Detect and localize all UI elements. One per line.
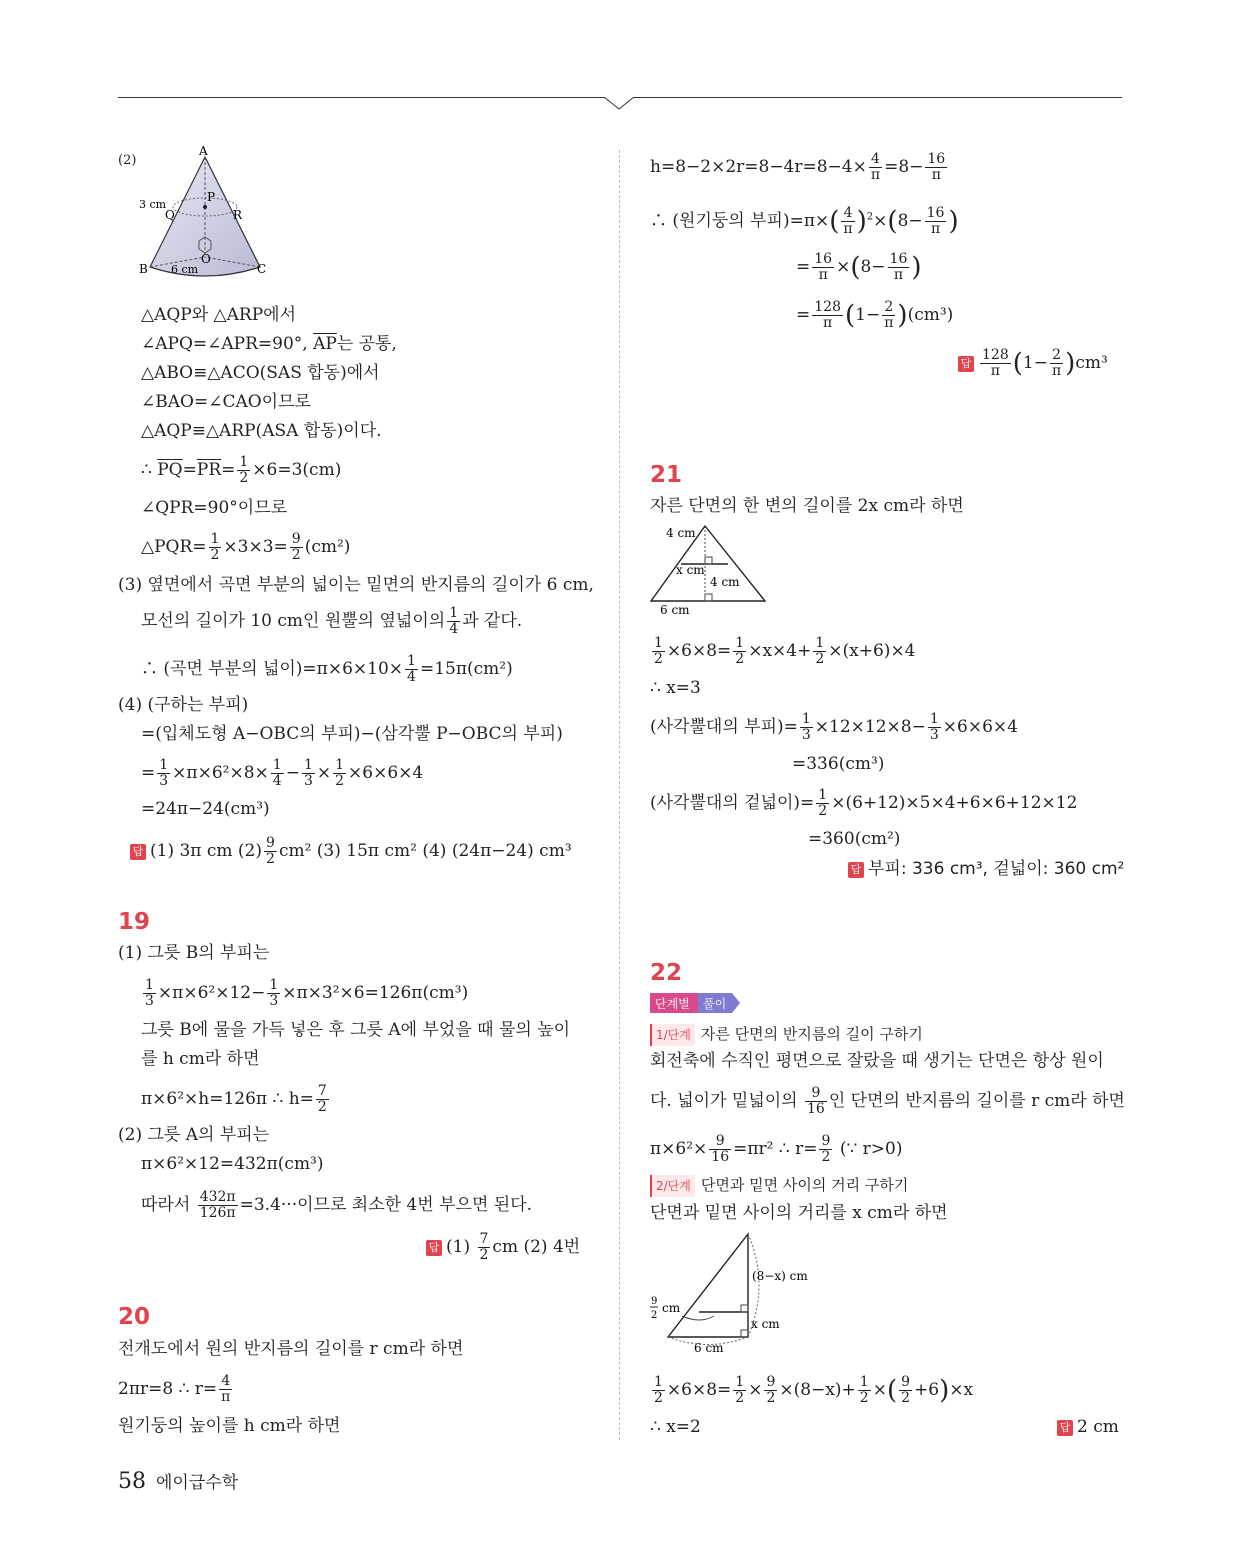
problem-20-number: 20 — [118, 1304, 151, 1330]
fig22-nine-label: 9 — [651, 1296, 658, 1307]
fig21-label-d: 6 cm — [660, 603, 690, 617]
line-5: △AQP≡△ARP(ASA 합동)이다. — [141, 421, 382, 441]
fig22-label-b: cm — [662, 1301, 681, 1315]
problem-19-number: 19 — [118, 909, 151, 935]
r20-line-4: = $\frac{128}{\pi}$ (1− $\frac{2}{\pi}$ )(cm³) — [796, 299, 954, 331]
badge-label-1: 단계별 — [655, 997, 690, 1011]
q20-line-1: 전개도에서 원의 반지름의 길이를 r cm라 하면 — [118, 1339, 464, 1359]
q22-line-5: $\frac{1}{2}$ ×6×8= $\frac{1}{2}$ × $\frac{9}{2}$ ×(8−x)+ $\frac{1}{2}$ ×( $\frac{9}{2}$ +6)×x — [654, 1374, 974, 1406]
q22-line-1: 회전축에 수직인 평면으로 잘랐을 때 생기는 단면은 항상 원이 — [650, 1051, 1104, 1071]
q19-line-4: 를 h cm라 하면 — [141, 1049, 260, 1069]
answer-20: 답 $\frac{128}{\pi}$ (1− $\frac{2}{\pi}$ )cm³ — [958, 348, 1108, 379]
frustum-section-figure — [648, 522, 778, 618]
q19-line-7: π×6²×12=432π(cm³) — [141, 1154, 324, 1174]
answer-19: 답 (1) $\frac{7}{2}$ cm (2) 4번 — [426, 1232, 580, 1263]
q20-line-3: 원기둥의 높이를 h cm라 하면 — [118, 1416, 341, 1436]
part-4-line-3: = $\frac{1}{3}$ ×π×6²×8× $\frac{1}{4}$ − $\frac{1}{3}$ × $\frac{1}{2}$ ×6×6×4 — [141, 757, 424, 789]
part-4-line-2: =(입체도형 A−OBC의 부피)−(삼각뿔 P−OBC의 부피) — [141, 724, 563, 744]
q21-line-7: =360(cm²) — [808, 829, 901, 849]
q19-line-8: 따라서 $\frac{432\pi}{126\pi}$ =3.4···이므로 최소한 4번 부으면 된다. — [141, 1189, 533, 1221]
q19-line-1: (1) 그릇 B의 부피는 — [118, 943, 270, 963]
cone-label-Q: Q — [165, 208, 175, 222]
cone-cross-section-figure — [648, 1230, 838, 1360]
fig22-label-a: (8−x) cm — [752, 1269, 808, 1283]
cone-label-R: R — [233, 208, 243, 222]
answer-21: 답 부피: 336 cm³, 겉넓이: 360 cm² — [848, 858, 1124, 880]
part-4-line-1: (4) (구하는 부피) — [118, 695, 249, 715]
answer-mark: 답 — [130, 844, 146, 860]
page-footer — [118, 1468, 238, 1494]
q19-line-2: $\frac{1}{3}$ ×π×6²×12− $\frac{1}{3}$ ×π×3²×6=126π(cm³) — [145, 977, 469, 1009]
fig21-label-a: 4 cm — [666, 526, 696, 540]
badge-label-2: 풀이 — [703, 997, 727, 1011]
r20-line-1: h=8−2×2r=8−4r=8−4× $\frac{4}{\pi}$ =8− $\frac{16}{\pi}$ — [650, 151, 946, 183]
answer-22: 답 2 cm — [1057, 1416, 1119, 1438]
q21-line-6: (사각뿔대의 겉넓이)= $\frac{1}{2}$ ×(6+12)×5×4+6×6+12×12 — [650, 787, 1078, 819]
part-3-line-3: ∴ (곡면 부분의 넓이)=π×6×10× $\frac{1}{4}$ =15π(cm²) — [141, 653, 513, 685]
q19-line-5: π×6²×h=126π ∴ h= $\frac{7}{2}$ — [141, 1083, 327, 1115]
cone-label-O: O — [201, 252, 211, 266]
step-1-heading: 1/단계 자른 단면의 반지름의 길이 구하기 — [650, 1023, 923, 1046]
problem-21-number: 21 — [650, 462, 683, 488]
column-divider — [619, 150, 620, 1440]
line-8: △PQR= $\frac{1}{2}$ ×3×3= $\frac{9}{2}$ (cm²) — [141, 531, 351, 563]
step-badge — [650, 993, 742, 1013]
line-3: △ABO≡△ACO(SAS 합동)에서 — [141, 363, 380, 383]
q21-line-5: =336(cm³) — [792, 754, 885, 774]
fig21-label-c: 4 cm — [710, 575, 740, 589]
cone-label-P: P — [207, 190, 216, 204]
q20-line-2: 2πr=8 ∴ r= $\frac{4}{\pi}$ — [118, 1373, 231, 1405]
book-title: 에이급수학 — [156, 1473, 239, 1493]
q22-line-3: π×6²× $\frac{9}{16}$ =πr² ∴ r= $\frac{9}{2}$ (∵ r>0) — [650, 1133, 903, 1165]
part-2-label: (2) — [118, 153, 137, 168]
fig22-label-c: x cm — [751, 1317, 780, 1331]
q21-line-4: (사각뿔대의 부피)= $\frac{1}{3}$ ×12×12×8− $\frac{1}{3}$ ×6×6×4 — [650, 711, 1018, 743]
line-2: ∠APQ=∠APR=90°, $\overline{AP}$는 공통, — [141, 334, 397, 354]
q22-line-2: 다. 넓이가 밑넓이의 $\frac{9}{16}$ 인 단면의 반지름의 길이를 r cm라 하면 — [650, 1085, 1125, 1117]
part-3-line-2: 모선의 길이가 10 cm인 원뿔의 옆넓이의 $\frac{1}{4}$ 과 같다. — [141, 605, 523, 637]
cone-label-A: A — [199, 145, 208, 158]
q21-line-2: $\frac{1}{2}$ ×6×8= $\frac{1}{2}$ ×x×4+ $\frac{1}{2}$ ×(x+6)×4 — [654, 635, 916, 667]
line-6: ∴ $\overline{PQ}=\overline{PR}=$ $\frac{1}{2}$ ×6=3(cm) — [141, 454, 342, 486]
line-7: ∠QPR=90°이므로 — [141, 498, 288, 518]
step-2-heading: 2/단계 단면과 밑면 사이의 거리 구하기 — [650, 1174, 908, 1197]
r20-line-3: = $\frac{16}{\pi}$ ×(8− $\frac{16}{\pi}$ ) — [796, 251, 922, 283]
cone-label-B: B — [139, 262, 148, 276]
cone-label-6cm: 6 cm — [171, 263, 199, 276]
q21-line-3: ∴ x=3 — [650, 678, 701, 698]
cone-label-C: C — [257, 262, 267, 276]
answer-18: 답 (1) 3π cm (2) $\frac{9}{2}$ cm² (3) 15π cm² (4) (24π−24) cm³ — [130, 836, 572, 867]
page-number: 58 — [118, 1469, 146, 1494]
q22-line-4: 단면과 밑면 사이의 거리를 x cm라 하면 — [650, 1203, 948, 1223]
q21-line-1: 자른 단면의 한 변의 길이를 2x cm라 하면 — [650, 496, 964, 516]
line-1: △AQP와 △ARP에서 — [141, 305, 296, 325]
part-3-line-1: (3) 옆면에서 곡면 부분의 넓이는 밑면의 반지름의 길이가 6 cm, — [118, 575, 594, 595]
fig21-label-b: x cm — [676, 563, 705, 577]
q19-line-3: 그릇 B에 물을 가득 넣은 후 그릇 A에 부었을 때 물의 높이 — [141, 1020, 571, 1040]
part-4-line-4: =24π−24(cm³) — [141, 799, 270, 819]
r20-line-2: ∴ (원기둥의 부피)=π×( $\frac{4}{\pi}$ )$^2$×(8− $\frac{16}{\pi}$ ) — [650, 205, 959, 237]
fig22-label-d: 6 cm — [694, 1341, 724, 1355]
problem-22-number: 22 — [650, 960, 683, 986]
fig22-two-label: 2 — [651, 1310, 658, 1321]
q22-line-6: ∴ x=2 — [650, 1417, 701, 1437]
cone-label-3cm: 3 cm — [139, 198, 167, 211]
q19-line-6: (2) 그릇 A의 부피는 — [118, 1125, 270, 1145]
line-4: ∠BAO=∠CAO이므로 — [141, 392, 311, 412]
top-notch-icon — [604, 97, 634, 111]
cone-figure — [135, 145, 275, 285]
